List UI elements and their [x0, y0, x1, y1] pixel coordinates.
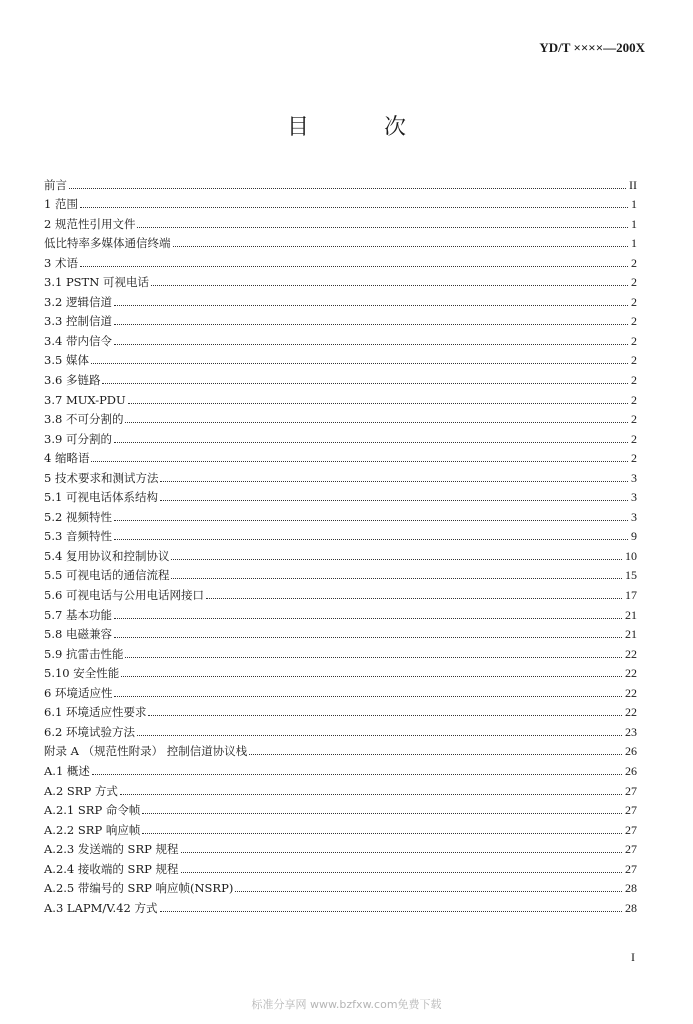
toc-entry-label: 3.5 媒体: [44, 353, 89, 368]
toc-entry-leader-dots: [114, 635, 622, 638]
toc-entry-label: 5.1 可视电话体系结构: [44, 490, 158, 505]
toc-entry-page: 1: [631, 236, 637, 251]
toc-entry-leader-dots: [160, 498, 628, 501]
toc-entry-page: 2: [631, 392, 637, 407]
toc-entry[interactable]: [44, 309, 637, 329]
toc-entry-page: 26: [625, 744, 637, 759]
toc-entry-leader-dots: [181, 870, 623, 873]
toc-entry-page: 2: [631, 353, 637, 368]
toc-entry-leader-dots: [120, 792, 622, 795]
toc-entry[interactable]: [44, 348, 637, 368]
toc-list: [44, 172, 637, 915]
toc-entry-page: 9: [631, 529, 637, 544]
toc-entry[interactable]: [44, 426, 637, 446]
toc-entry[interactable]: [44, 192, 637, 212]
toc-entry-page: 10: [625, 548, 637, 563]
toc-entry[interactable]: [44, 661, 637, 681]
toc-entry-page: 2: [631, 333, 637, 348]
toc-entry-page: 1: [631, 216, 637, 231]
toc-entry-leader-dots: [128, 401, 628, 404]
toc-entry-page: 22: [625, 646, 637, 661]
toc-entry-label: 5.6 可视电话与公用电话网接口: [44, 588, 204, 603]
toc-entry-label: 3.1 PSTN 可视电话: [44, 275, 149, 290]
toc-entry-label: A.2 SRP 方式: [44, 783, 118, 798]
toc-entry-leader-dots: [92, 772, 622, 775]
toc-entry-page: 15: [625, 568, 637, 583]
toc-entry[interactable]: [44, 680, 637, 700]
toc-entry-page: 28: [625, 881, 637, 896]
toc-entry-label: 3.4 带内信令: [44, 333, 112, 348]
toc-entry-leader-dots: [91, 459, 628, 462]
toc-entry-label: 3.6 多链路: [44, 373, 101, 388]
toc-entry-label: 2 规范性引用文件: [44, 216, 136, 231]
toc-entry[interactable]: [44, 602, 637, 622]
toc-entry-page: 3: [631, 490, 637, 505]
toc-entry-label: 5 技术要求和测试方法: [44, 470, 159, 485]
toc-entry[interactable]: [44, 622, 637, 642]
toc-entry-label: A.2.1 SRP 命令帧: [44, 803, 141, 818]
toc-entry[interactable]: [44, 719, 637, 739]
toc-entry-leader-dots: [69, 186, 626, 189]
toc-entry[interactable]: [44, 758, 637, 778]
toc-entry[interactable]: [44, 446, 637, 466]
toc-entry-leader-dots: [114, 616, 622, 619]
toc-entry-label: 3.2 逻辑信道: [44, 294, 112, 309]
toc-entry-label: 3.7 MUX-PDU: [44, 392, 126, 407]
toc-entry-leader-dots: [151, 283, 628, 286]
toc-entry-page: 17: [625, 588, 637, 603]
toc-entry-leader-dots: [173, 244, 629, 247]
toc-entry[interactable]: [44, 270, 637, 290]
toc-entry-label: 5.7 基本功能: [44, 607, 112, 622]
toc-entry[interactable]: [44, 250, 637, 270]
toc-entry[interactable]: [44, 778, 637, 798]
toc-entry[interactable]: [44, 739, 637, 759]
toc-entry-leader-dots: [114, 694, 622, 697]
toc-entry-label: 5.9 抗雷击性能: [44, 646, 124, 661]
toc-entry-leader-dots: [91, 361, 628, 364]
toc-entry[interactable]: [44, 172, 637, 192]
toc-entry-leader-dots: [80, 205, 628, 208]
toc-entry-page: 2: [631, 275, 637, 290]
toc-entry-leader-dots: [160, 909, 622, 912]
toc-entry-label: 3.3 控制信道: [44, 314, 112, 329]
toc-entry[interactable]: [44, 328, 637, 348]
toc-entry-leader-dots: [125, 655, 622, 658]
toc-entry[interactable]: [44, 387, 637, 407]
toc-entry-label: 6 环境适应性: [44, 685, 113, 700]
toc-entry-page: 3: [631, 470, 637, 485]
toc-entry-page: 23: [625, 724, 637, 739]
toc-entry-label: A.2.4 接收端的 SRP 规程: [44, 861, 179, 876]
toc-entry-label: 3.9 可分割的: [44, 431, 112, 446]
toc-entry-leader-dots: [137, 733, 622, 736]
toc-entry-label: 5.5 可视电话的通信流程: [44, 568, 170, 583]
toc-entry-leader-dots: [125, 420, 628, 423]
toc-entry[interactable]: [44, 876, 637, 896]
toc-entry[interactable]: [44, 817, 637, 837]
toc-entry-label: 5.3 音频特性: [44, 529, 112, 544]
document-code: YD/T ××××—200X: [539, 40, 645, 55]
toc-entry-page: 2: [631, 255, 637, 270]
toc-entry[interactable]: [44, 856, 637, 876]
toc-entry-page: 27: [625, 783, 637, 798]
toc-entry-page: 2: [631, 373, 637, 388]
toc-entry[interactable]: [44, 485, 637, 505]
toc-entry-leader-dots: [142, 811, 622, 814]
toc-entry-leader-dots: [114, 322, 628, 325]
toc-entry-leader-dots: [148, 713, 622, 716]
toc-entry-leader-dots: [114, 342, 628, 345]
toc-entry-leader-dots: [80, 264, 628, 267]
toc-entry-page: 26: [625, 763, 637, 778]
toc-entry[interactable]: [44, 582, 637, 602]
toc-entry-leader-dots: [114, 303, 628, 306]
toc-entry-label: 6.2 环境试验方法: [44, 724, 135, 739]
toc-entry[interactable]: [44, 641, 637, 661]
toc-entry-page: 3: [631, 509, 637, 524]
toc-entry-leader-dots: [171, 576, 622, 579]
toc-entry-label: 3 术语: [44, 255, 78, 270]
toc-entry-leader-dots: [206, 596, 622, 599]
toc-entry-label: 1 范围: [44, 197, 78, 212]
toc-entry-label: 5.4 复用协议和控制协议: [44, 548, 170, 563]
toc-entry[interactable]: [44, 798, 637, 818]
toc-entry-page: 27: [625, 842, 637, 857]
toc-entry[interactable]: [44, 837, 637, 857]
toc-entry[interactable]: [44, 211, 637, 231]
toc-entry[interactable]: [44, 563, 637, 583]
toc-entry-leader-dots: [235, 889, 622, 892]
toc-entry[interactable]: [44, 289, 637, 309]
toc-entry-leader-dots: [137, 225, 628, 228]
toc-entry-leader-dots: [121, 674, 622, 677]
toc-entry-label: 低比特率多媒体通信终端: [44, 236, 171, 251]
toc-entry-label: 6.1 环境适应性要求: [44, 705, 147, 720]
toc-entry-leader-dots: [114, 518, 628, 521]
toc-entry[interactable]: [44, 231, 637, 251]
toc-entry-page: 1: [631, 197, 637, 212]
toc-entry[interactable]: [44, 895, 637, 915]
footer-watermark: 标准分享网 www.bzfxw.com免费下载: [251, 998, 442, 1011]
toc-entry-label: A.2.5 带编号的 SRP 响应帧(NSRP): [44, 881, 234, 896]
toc-entry-label: A.1 概述: [44, 763, 90, 778]
toc-entry-label: 附录 A （规范性附录） 控制信道协议栈: [44, 744, 248, 759]
toc-entry-leader-dots: [114, 537, 628, 540]
toc-entry[interactable]: [44, 504, 637, 524]
toc-entry[interactable]: [44, 367, 637, 387]
toc-entry-leader-dots: [102, 381, 628, 384]
toc-entry-page: 27: [625, 861, 637, 876]
toc-title: 目 次: [287, 115, 440, 140]
toc-entry-leader-dots: [171, 557, 622, 560]
toc-entry-page: II: [629, 177, 637, 192]
toc-entry-page: 2: [631, 314, 637, 329]
toc-entry-page: 28: [625, 900, 637, 915]
toc-entry-label: A.2.2 SRP 响应帧: [44, 822, 141, 837]
toc-entry[interactable]: [44, 465, 637, 485]
toc-entry-page: 2: [631, 412, 637, 427]
toc-entry[interactable]: [44, 700, 637, 720]
toc-entry-page: 22: [625, 685, 637, 700]
toc-entry-label: 前言: [44, 177, 67, 192]
toc-entry-leader-dots: [114, 440, 628, 443]
toc-entry[interactable]: [44, 407, 637, 427]
toc-entry-leader-dots: [181, 850, 623, 853]
toc-entry-page: 21: [625, 607, 637, 622]
toc-entry-page: 22: [625, 666, 637, 681]
toc-entry-label: 5.8 电磁兼容: [44, 627, 112, 642]
toc-entry-page: 27: [625, 803, 637, 818]
page-number: I: [631, 950, 635, 964]
toc-entry-leader-dots: [160, 479, 628, 482]
toc-entry-page: 27: [625, 822, 637, 837]
toc-entry-leader-dots: [142, 831, 622, 834]
toc-entry-label: 4 缩略语: [44, 451, 90, 466]
toc-entry-label: A.3 LAPM/V.42 方式: [44, 900, 158, 915]
toc-entry[interactable]: [44, 524, 637, 544]
toc-entry-label: 5.2 视频特性: [44, 509, 112, 524]
toc-entry-label: A.2.3 发送端的 SRP 规程: [44, 842, 179, 857]
toc-entry-page: 2: [631, 294, 637, 309]
toc-entry-page: 2: [631, 451, 637, 466]
toc-entry[interactable]: [44, 543, 637, 563]
toc-entry-leader-dots: [249, 752, 622, 755]
toc-entry-label: 3.8 不可分割的: [44, 412, 124, 427]
toc-entry-label: 5.10 安全性能: [44, 666, 120, 681]
toc-entry-page: 22: [625, 705, 637, 720]
toc-entry-page: 21: [625, 627, 637, 642]
toc-entry-page: 2: [631, 431, 637, 446]
